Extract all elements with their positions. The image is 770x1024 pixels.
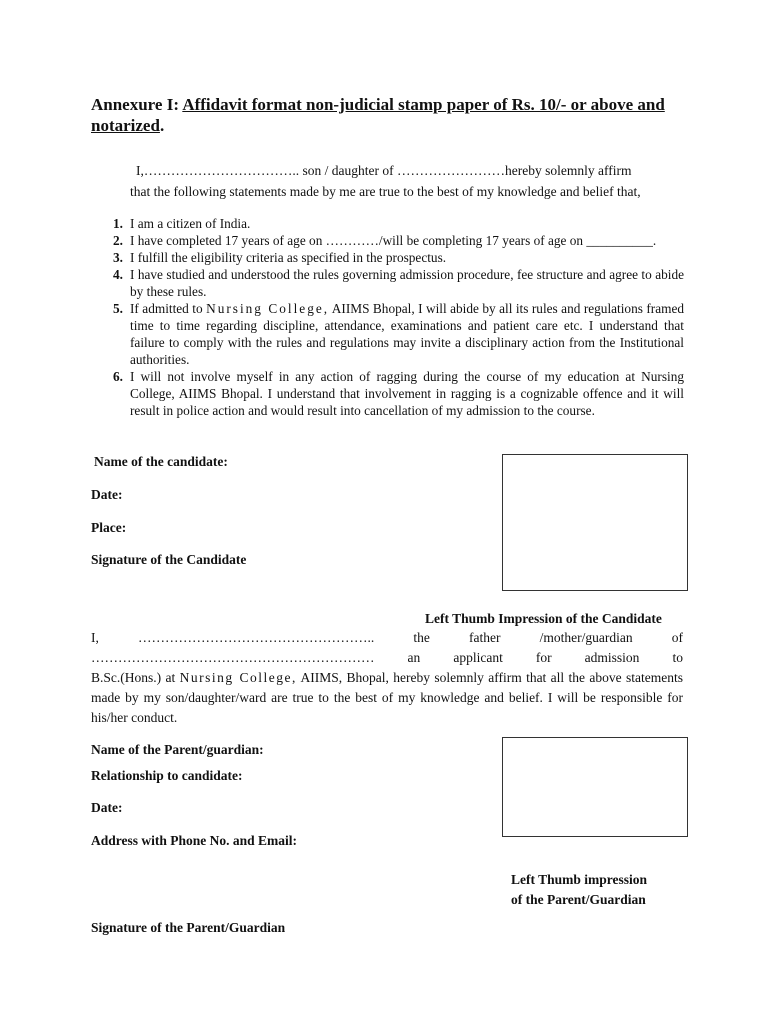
parent-thumb-label-line-1: Left Thumb impression — [511, 872, 648, 887]
statement-item — [109, 232, 684, 249]
candidate-date-label: Date: — [91, 487, 123, 502]
statement-number: 5. — [113, 301, 123, 316]
statement-text: I have completed 17 years of age on …………/will be completing 17 years of age on __________. — [130, 233, 657, 248]
parent-para-text: an — [407, 650, 421, 665]
parent-para-text: father — [469, 630, 501, 645]
parent-para-blank: …………………………………………….. — [138, 630, 375, 645]
document-title — [91, 94, 691, 136]
parent-para-text: the — [413, 630, 430, 645]
parent-para-text: I, — [91, 630, 99, 645]
statement-item — [109, 300, 684, 368]
statement-text-b: AIIMS Bhopal, I will abide by all its rules and regulations framed time to time regarding discipline, attendance, examinations and patient care etc. I understand that failure to comply with the rules and regulations may invite a disciplinary action from the Institutional authorities. — [130, 301, 684, 367]
statements-list — [109, 215, 684, 419]
parent-para-text: to — [672, 650, 683, 665]
parent-relationship-label: Relationship to candidate: — [91, 768, 243, 783]
statement-text-a: If admitted to — [130, 301, 203, 316]
candidate-thumb-label: Left Thumb Impression of the Candidate — [425, 611, 662, 626]
statement-item — [109, 266, 684, 300]
statement-text: I fulfill the eligibility criteria as specified in the prospectus. — [130, 250, 447, 265]
statement-item — [109, 368, 684, 419]
statement-number: 1. — [113, 216, 123, 231]
title-prefix: Annexure I: — [91, 95, 179, 114]
parent-para-blank: ……………………………………………………… — [91, 650, 375, 665]
parent-thumb-box — [502, 737, 688, 837]
statement-number: 6. — [113, 369, 123, 384]
parent-date-label: Date: — [91, 800, 123, 815]
statement-number: 4. — [113, 267, 123, 282]
parent-para-line-2 — [91, 648, 683, 668]
parent-para-body — [91, 668, 683, 728]
candidate-place-label: Place: — [91, 520, 127, 535]
statement-item — [109, 249, 684, 266]
intro-line-1: I,…………………………….. son / daughter of ……………………hereby solemnly affirm — [136, 163, 632, 178]
statement-text: I will not involve myself in any action of ragging during the course of my education at Nursing College, AIIMS Bhopal. I understand that involvement in ragging is a cognizable offence and it will result in police action and would result into cancellation of my admission to the course. — [130, 369, 684, 418]
intro-line-2: that the following statements made by me are true to the best of my knowledge and belief that, — [130, 184, 641, 199]
intro-paragraph — [130, 160, 690, 202]
parent-para-line-1 — [91, 628, 683, 648]
title-suffix: . — [159, 116, 165, 135]
title-underlined-line2: notarized — [91, 116, 160, 135]
title-underlined-line1: Affidavit format non-judicial stamp paper of Rs. 10/- or above and — [182, 95, 665, 114]
parent-para-text: admission — [584, 650, 640, 665]
statement-text: I am a citizen of India. — [130, 216, 251, 231]
parent-para-text: for — [535, 650, 552, 665]
parent-para-text: /mother/guardian — [539, 630, 633, 645]
parent-para-text: AIIMS, Bhopal, hereby solemnly affirm that all the above statements made by my son/daughter/ward are true to the best of my knowledge and belief. I will be responsible for his/her conduct. — [91, 670, 683, 725]
statement-number: 3. — [113, 250, 123, 265]
parent-signature-label: Signature of the Parent/Guardian — [91, 920, 286, 935]
parent-para-text: applicant — [453, 650, 503, 665]
statement-item — [109, 215, 684, 232]
candidate-signature-label: Signature of the Candidate — [91, 552, 247, 567]
parent-affirmation-paragraph — [91, 628, 683, 728]
parent-thumb-label-line-2: of the Parent/Guardian — [511, 892, 646, 907]
college-name: Nursing College, — [206, 301, 330, 316]
parent-address-label: Address with Phone No. and Email: — [91, 833, 298, 848]
college-name: Nursing College, — [179, 670, 297, 685]
statement-text: I have studied and understood the rules governing admission procedure, fee structure and agree to abide by these rules. — [130, 267, 684, 299]
parent-para-text: of — [671, 630, 684, 645]
candidate-name-label: Name of the candidate: — [94, 454, 228, 469]
parent-para-text: B.Sc.(Hons.) at — [91, 670, 176, 685]
statement-number: 2. — [113, 233, 123, 248]
parent-name-label: Name of the Parent/guardian: — [91, 742, 264, 757]
candidate-thumb-box — [502, 454, 688, 591]
